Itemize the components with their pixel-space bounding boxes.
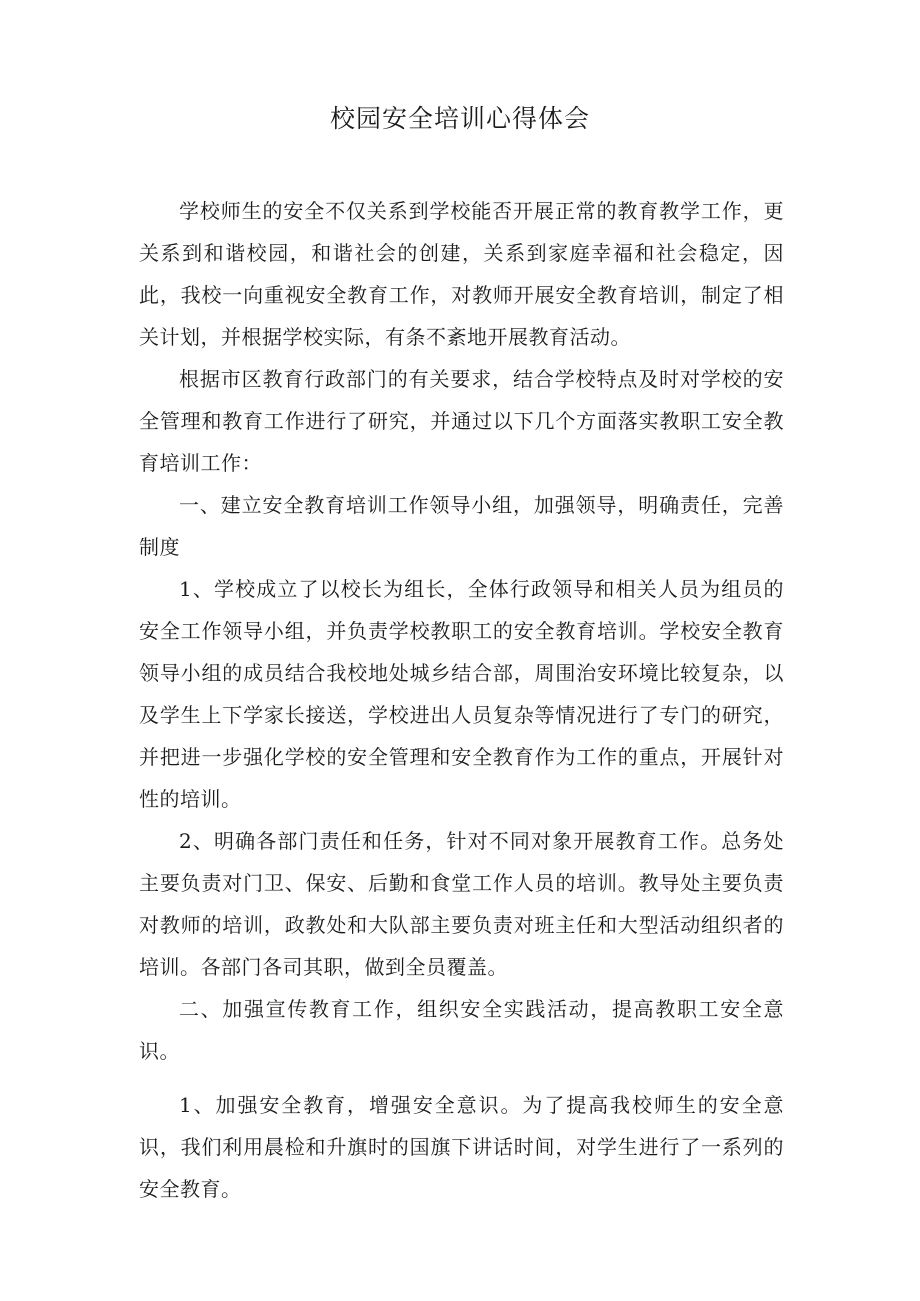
- paragraph-requirements: 根据市区教育行政部门的有关要求，结合学校特点及时对学校的安全管理和教育工作进行了研究，并通过以下几个方面落实教职工安全教育培训工作：: [139, 367, 784, 475]
- paragraph-intro: 学校师生的安全不仅关系到学校能否开展正常的教育教学工作，更关系到和谐校园，和谐社会的创建，关系到家庭幸福和社会稳定，因此，我校一向重视安全教育工作，对教师开展安全教育培训，制定了相关计划，并根据学校实际，有条不紊地开展教育活动。: [139, 199, 784, 349]
- section-heading-1: 一、建立安全教育培训工作领导小组，加强领导，明确责任，完善制度: [139, 493, 784, 559]
- paragraph-item-2-1: 1、加强安全教育，增强安全意识。为了提高我校师生的安全意识，我们利用晨检和升旗时的国旗下讲话时间，对学生进行了一系列的安全教育。: [139, 1093, 784, 1201]
- document-body: [139, 190, 784, 1210]
- section-heading-2: 二、加强宣传教育工作，组织安全实践活动，提高教职工安全意识。: [139, 997, 784, 1063]
- paragraph-item-1-2: 2、明确各部门责任和任务，针对不同对象开展教育工作。总务处主要负责对门卫、保安、后勤和食堂工作人员的培训。教导处主要负责对教师的培训，政教处和大队部主要负责对班主任和大型活动组织者的培训。各部门各司其职，做到全员覆盖。: [139, 829, 784, 979]
- document-title: 校园安全培训心得体会: [329, 104, 590, 133]
- paragraph-item-1-1: 1、学校成立了以校长为组长，全体行政领导和相关人员为组员的安全工作领导小组，并负责学校教职工的安全教育培训。学校安全教育领导小组的成员结合我校地处城乡结合部，周围治安环境比较复杂，以及学生上下学家长接送，学校进出人员复杂等情况进行了专门的研究，并把进一步强化学校的安全管理和安全教育作为工作的重点，开展针对性的培训。: [139, 577, 784, 811]
